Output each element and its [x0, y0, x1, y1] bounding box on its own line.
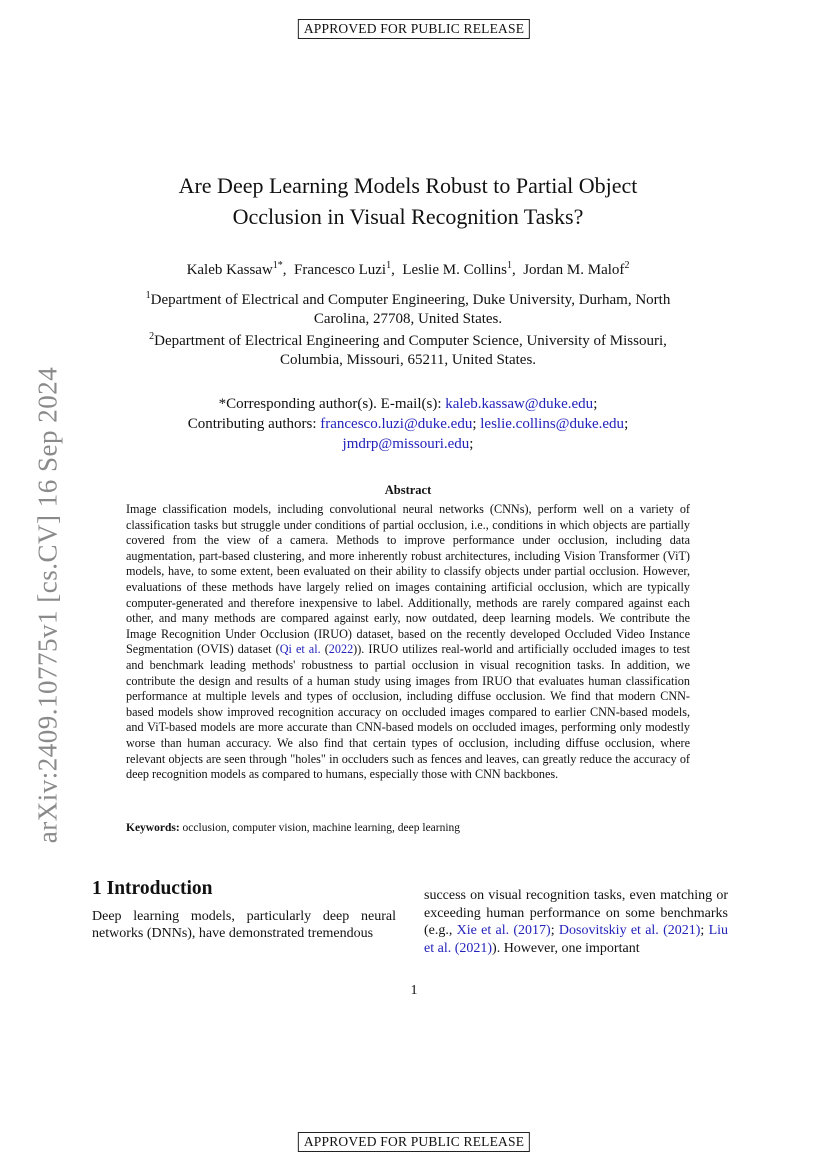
- contact-info: *Corresponding author(s). E-mail(s): kaleb.kassaw@duke.edu; Contributing authors: francesco.luzi@duke.edu; leslie.collins@duke.edu; jmdrp@missouri.edu;: [187, 396, 629, 452]
- abstract-body: Image classification models, including convolutional neural networks (CNNs), perform well on a variety of classification tasks but struggle under conditions of partial occlusion, i.e., conditions in which objects are partially covered from the view of a camera. Methods to improve performance under occlusion, including data augmentation, part-based clustering, and more inherently robust architectures, including Vision Transformer (ViT) models, have, to some extent, been evaluated on their ability to classify objects under partial occlusion. However, evaluations of these methods have largely relied on images containing artificial occlusion, which are typically computer-generated and therefore inexpensive to label. Additionally, methods are rarely compared against each other, and many methods are compared against early, now outdated, deep learning models. We contribute the Image Recognition Under Occlusion (IRUO) dataset, based on the recently developed Occluded Video Instance Segmentation (OVIS) dataset (Qi et al. (2022)). IRUO utilizes real-world and artificially occluded images to test and benchmark leading methods' robustness to partial occlusion in visual recognition tasks. In addition, we contribute the design and results of a human study using images from IRUO that evaluates human classification performance at multiple levels and types of occlusion, including diffuse occlusion. We find that modern CNN-based models show improved recognition accuracy on occluded images compared to earlier CNN-based models, and ViT-based models are more accurate than CNN-based models on occluded images, performing only modestly worse than human accuracy. We also find that certain types of occlusion, including diffuse occlusion, where relevant objects are seen through "holes" in occluders such as fences and leaves, can greatly reduce the accuracy of deep recognition models as compared to humans, especially those with CNN backbones.: [126, 502, 690, 782]
- citation-link-xie[interactable]: Xie et al. (2017): [456, 923, 551, 938]
- release-stamp-top: APPROVED FOR PUBLIC RELEASE: [298, 19, 530, 39]
- intro-right-column: success on visual recognition tasks, even matching or exceeding human performance on some benchmarks (e.g., Xie et al. (2017); Dosovitskiy et al. (2021); Liu et al. (2021)). However, one important: [424, 888, 729, 956]
- page-number: 1: [410, 983, 418, 998]
- arxiv-identifier: arXiv:2409.10775v1 [cs.CV] 16 Sep 2024: [32, 366, 63, 844]
- citation-link-qi-author[interactable]: Qi et al.: [279, 642, 321, 657]
- email-link-malof[interactable]: jmdrp@missouri.edu: [342, 436, 470, 452]
- citation-link-qi-year[interactable]: 2022: [328, 642, 354, 657]
- keywords-label: Keywords:: [126, 822, 180, 834]
- affiliations: [110, 287, 706, 369]
- intro-left-column: [92, 880, 396, 943]
- author-name: Leslie M. Collins: [402, 262, 507, 278]
- author-affil-mark: 2: [624, 260, 630, 271]
- section-heading-introduction: 1 Introduction: [92, 878, 213, 899]
- affiliation-1-cont: Carolina, 27708, United States.: [313, 310, 503, 327]
- email-link-luzi[interactable]: francesco.luzi@duke.edu: [320, 416, 473, 432]
- title-line-2: Occlusion in Visual Recognition Tasks?: [232, 204, 584, 229]
- keywords: [126, 822, 690, 834]
- affiliation-2-cont: Columbia, Missouri, 65211, United States.: [279, 351, 537, 368]
- affiliation-1: $^1$Department of Electrical and Computer Engineering, Duke University, Durham, North: [145, 290, 671, 308]
- author-affil-mark: 1: [386, 260, 392, 271]
- email-link-kassaw[interactable]: kaleb.kassaw@duke.edu: [445, 396, 594, 412]
- author-name: Francesco Luzi: [294, 262, 387, 278]
- author-name: Kaleb Kassaw: [186, 262, 273, 278]
- citation-link-liu[interactable]: Liu et al. (2021): [424, 923, 729, 956]
- email-link-collins[interactable]: leslie.collins@duke.edu: [480, 416, 625, 432]
- author-name: Jordan M. Malof: [523, 262, 625, 278]
- abstract-heading: Abstract: [384, 483, 432, 497]
- author-affil-mark: 1*: [272, 260, 283, 271]
- release-stamp-bottom: APPROVED FOR PUBLIC RELEASE: [298, 1132, 530, 1152]
- author-affil-mark: 1: [506, 260, 512, 271]
- paper-title: [110, 170, 706, 232]
- corresponding-label: *Corresponding author(s). E-mail(s):: [218, 396, 446, 412]
- affiliation-2: $^2$Department of Electrical Engineering and Computer Science, University of Missouri,: [149, 331, 667, 349]
- citation-link-dosovitskiy[interactable]: Dosovitskiy et al. (2021): [558, 923, 701, 938]
- keywords-text: occlusion, computer vision, machine learning, deep learning: [182, 822, 461, 834]
- intro-paragraph: Deep learning models, particularly deep neural networks (DNNs), have demonstrated tremendous: [92, 908, 396, 941]
- title-line-1: Are Deep Learning Models Robust to Partial Object: [178, 173, 638, 198]
- contributing-label: Contributing authors:: [187, 416, 321, 432]
- author-list: Kaleb Kassaw$^{1*}$, Francesco Luzi$^1$, Leslie M. Collins$^1$, Jordan M. Malof$^2$: [186, 260, 630, 278]
